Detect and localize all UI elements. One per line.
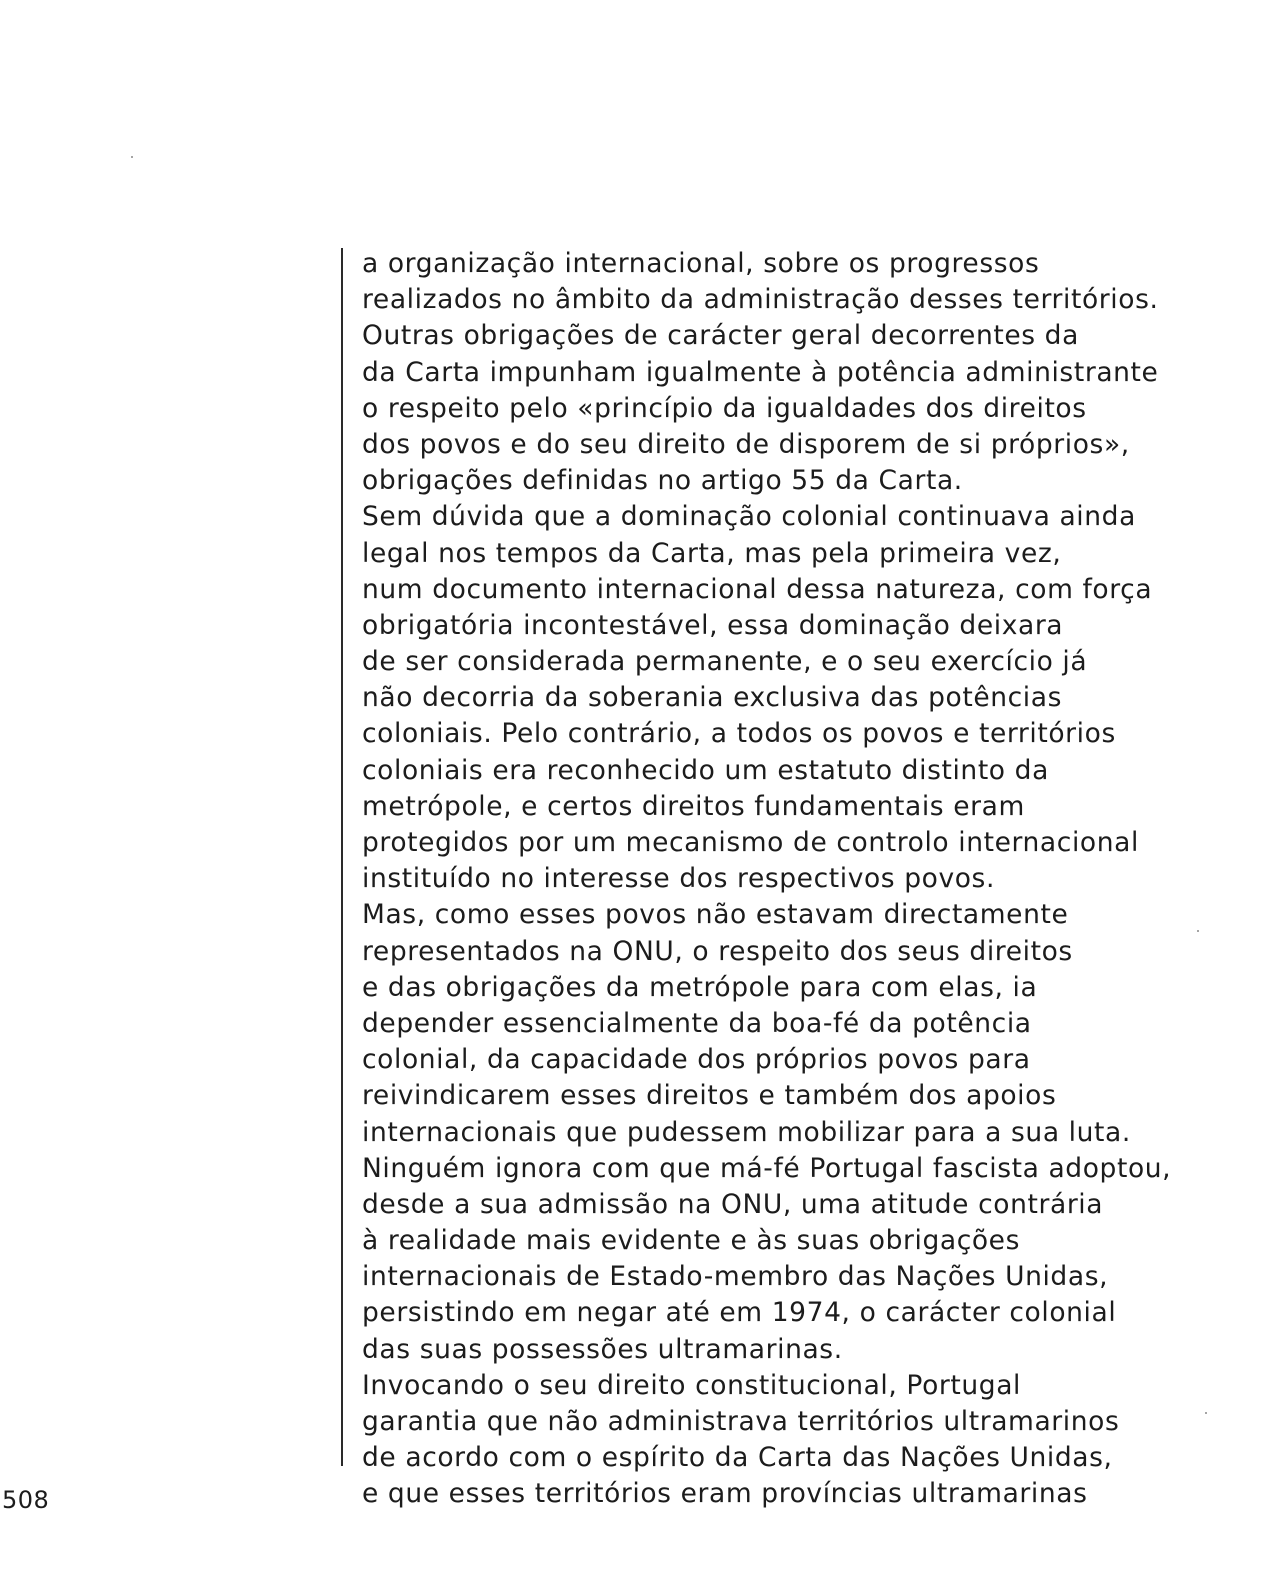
- text-line: persistindo em negar até em 1974, o carácter colonial: [362, 1297, 1117, 1329]
- text-line: Mas, como esses povos não estavam directamente: [362, 899, 1069, 931]
- text-line: realizados no âmbito da administração desses territórios.: [362, 284, 1159, 316]
- text-line: obrigatória incontestável, essa dominação deixara: [362, 609, 1064, 641]
- text-line: a organização internacional, sobre os progressos: [362, 248, 1040, 279]
- text-line: reivindicarem esses direitos e também dos apoios: [362, 1080, 1057, 1112]
- text-line: num documento internacional dessa natureza, com força: [362, 573, 1153, 605]
- text-line: internacionais que pudessem mobilizar para a sua luta.: [362, 1116, 1131, 1148]
- text-line: representados na ONU, o respeito dos seus direitos: [362, 935, 1073, 967]
- text-line: e das obrigações da metrópole para com elas, ia: [362, 971, 1038, 1003]
- text-line: dos povos e do seu direito de disporem de si próprios»,: [362, 428, 1130, 460]
- text-line: desde a sua admissão na ONU, uma atitude contrária: [362, 1188, 1104, 1220]
- text-line: internacionais de Estado-membro das Nações Unidas,: [362, 1261, 1109, 1293]
- text-line: à realidade mais evidente e às suas obrigações: [362, 1225, 1020, 1257]
- text-line: coloniais era reconhecido um estatuto distinto da: [362, 754, 1049, 786]
- text-line: obrigações definidas no artigo 55 da Carta.: [362, 465, 963, 497]
- text-line: coloniais. Pelo contrário, a todos os povos e territórios: [362, 718, 1116, 750]
- text-line: instituído no interesse dos respectivos povos.: [362, 863, 995, 895]
- text-line: Ninguém ignora com que má-fé Portugal fascista adoptou,: [362, 1152, 1172, 1184]
- text-line: protegidos por um mecanismo de controlo internacional: [362, 827, 1139, 858]
- text-line: da Carta impunham igualmente à potência administrante: [362, 356, 1159, 388]
- text-line: garantia que não administrava territórios ultramarinos: [362, 1406, 1120, 1437]
- body-text: [362, 246, 1242, 1513]
- text-line: colonial, da capacidade dos próprios povos para: [362, 1044, 1031, 1076]
- text-line: depender essencialmente da boa-fé da potência: [362, 1007, 1032, 1039]
- text-line: Outras obrigações de carácter geral decorrentes da: [362, 320, 1079, 352]
- text-line: de acordo com o espírito da Carta das Nações Unidas,: [362, 1442, 1113, 1474]
- text-line: Invocando o seu direito constitucional, Portugal: [362, 1369, 1021, 1401]
- text-line: de ser considerada permanente, e o seu exercício já: [362, 646, 1088, 678]
- text-line: metrópole, e certos direitos fundamentais eram: [362, 790, 1025, 822]
- scan-speck: [131, 156, 133, 158]
- text-line: das suas possessões ultramarinas.: [362, 1333, 843, 1365]
- page-number: 508: [2, 1486, 50, 1514]
- text-line: legal nos tempos da Carta, mas pela primeira vez,: [362, 537, 1062, 569]
- text-line: o respeito pelo «princípio da igualdades dos direitos: [362, 392, 1087, 424]
- text-line: Sem dúvida que a dominação colonial continuava ainda: [362, 501, 1136, 533]
- text-line: não decorria da soberania exclusiva das potências: [362, 682, 1062, 714]
- margin-vertical-rule: [341, 248, 343, 1466]
- text-line: e que esses territórios eram províncias ultramarinas: [362, 1478, 1088, 1510]
